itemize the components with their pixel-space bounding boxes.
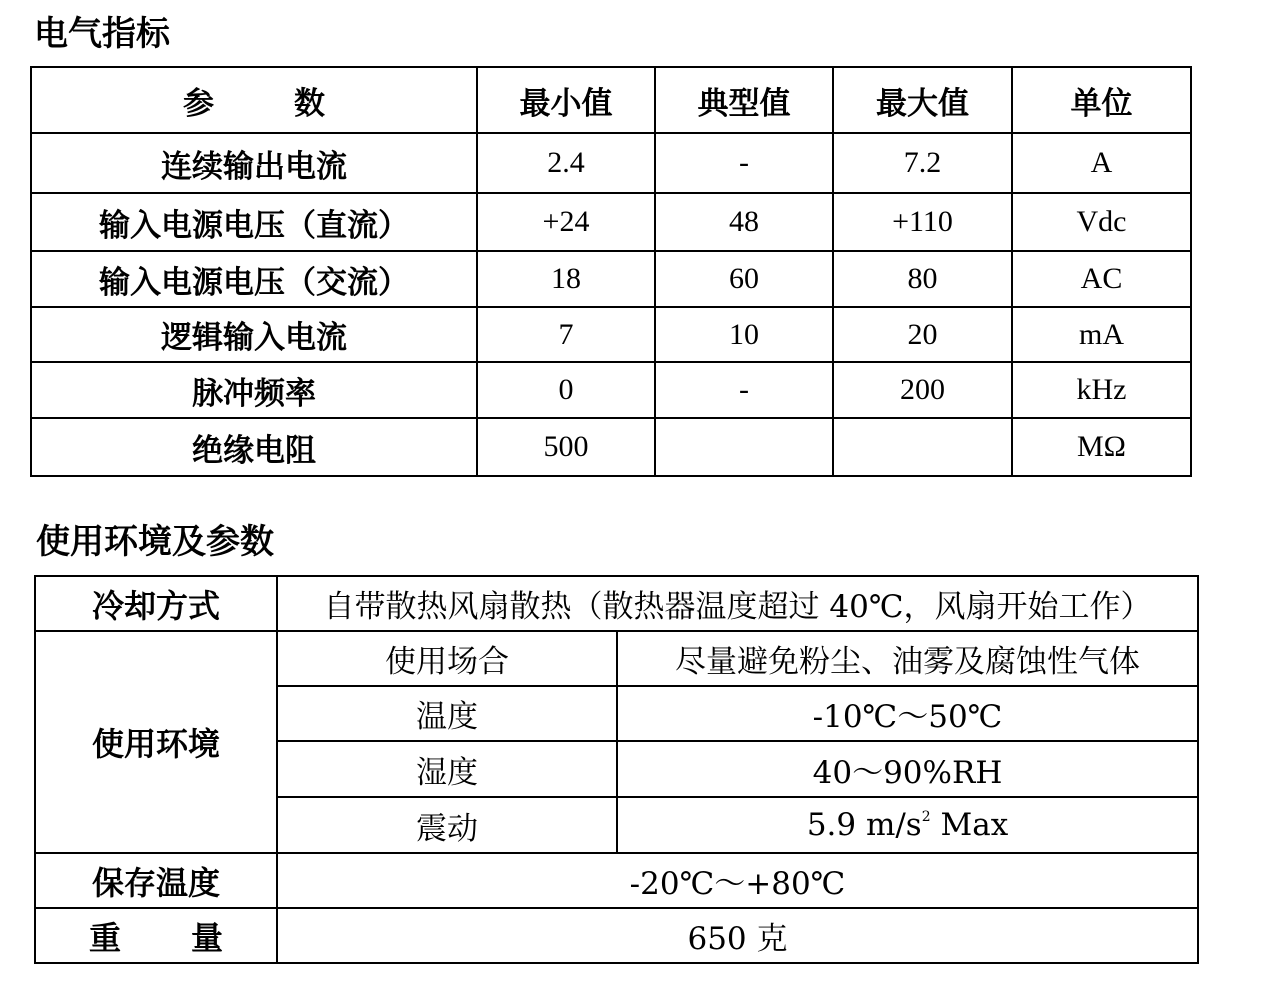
typ-cell bbox=[655, 418, 833, 476]
env-item-value: 尽量避免粉尘、油雾及腐蚀性气体 bbox=[617, 631, 1198, 686]
param-cell: 输入电源电压（直流） bbox=[31, 193, 477, 251]
section-title-electrical: 电气指标 bbox=[34, 14, 170, 54]
header-max: 最大值 bbox=[833, 67, 1012, 133]
min-cell: 7 bbox=[477, 307, 655, 362]
param-cell: 连续输出电流 bbox=[31, 133, 477, 193]
header-param: 参 数 bbox=[31, 67, 477, 133]
table-row bbox=[35, 853, 1198, 908]
max-cell: 200 bbox=[833, 362, 1012, 418]
max-cell: 80 bbox=[833, 251, 1012, 307]
env-item-name: 湿度 bbox=[277, 741, 617, 797]
max-cell: +110 bbox=[833, 193, 1012, 251]
env-item-name: 震动 bbox=[277, 797, 617, 853]
env-item-value: -10℃～50℃ bbox=[617, 686, 1198, 741]
min-cell: 0 bbox=[477, 362, 655, 418]
table-row bbox=[35, 908, 1198, 963]
table-row bbox=[35, 576, 1198, 631]
min-cell: +24 bbox=[477, 193, 655, 251]
param-cell: 输入电源电压（交流） bbox=[31, 251, 477, 307]
max-cell: 20 bbox=[833, 307, 1012, 362]
env-item-value: 40～90%RH bbox=[617, 741, 1198, 797]
environment-label: 使用环境 bbox=[35, 631, 277, 853]
unit-cell: kHz bbox=[1012, 362, 1191, 418]
table-row bbox=[31, 193, 1191, 251]
table-row bbox=[31, 251, 1191, 307]
table-row bbox=[31, 133, 1191, 193]
header-unit: 单位 bbox=[1012, 67, 1191, 133]
typ-cell: - bbox=[655, 133, 833, 193]
section-title-environment: 使用环境及参数 bbox=[36, 522, 274, 562]
header-min: 最小值 bbox=[477, 67, 655, 133]
min-cell: 2.4 bbox=[477, 133, 655, 193]
param-cell: 绝缘电阻 bbox=[31, 418, 477, 476]
table-row bbox=[31, 307, 1191, 362]
typ-cell: - bbox=[655, 362, 833, 418]
weight-value: 650 克 bbox=[277, 908, 1198, 963]
cooling-label: 冷却方式 bbox=[35, 576, 277, 631]
env-item-value: 5.9 $m/s^2$ Max bbox=[617, 797, 1198, 853]
unit-cell: mA bbox=[1012, 307, 1191, 362]
env-item-name: 使用场合 bbox=[277, 631, 617, 686]
unit-cell: A bbox=[1012, 133, 1191, 193]
unit-cell: Vdc bbox=[1012, 193, 1191, 251]
electrical-spec-table bbox=[30, 66, 1192, 477]
table-row bbox=[31, 418, 1191, 476]
typ-cell: 60 bbox=[655, 251, 833, 307]
env-item-name: 温度 bbox=[277, 686, 617, 741]
typ-cell: 48 bbox=[655, 193, 833, 251]
storage-label: 保存温度 bbox=[35, 853, 277, 908]
typ-cell: 10 bbox=[655, 307, 833, 362]
param-cell: 脉冲频率 bbox=[31, 362, 477, 418]
header-typ: 典型值 bbox=[655, 67, 833, 133]
min-cell: 500 bbox=[477, 418, 655, 476]
weight-label: 重 量 bbox=[35, 908, 277, 963]
storage-value: -20℃～+80℃ bbox=[277, 853, 1198, 908]
unit-cell: MΩ bbox=[1012, 418, 1191, 476]
environment-spec-table bbox=[34, 575, 1199, 964]
unit-cell: AC bbox=[1012, 251, 1191, 307]
param-cell: 逻辑输入电流 bbox=[31, 307, 477, 362]
max-cell: 7.2 bbox=[833, 133, 1012, 193]
min-cell: 18 bbox=[477, 251, 655, 307]
table-header-row bbox=[31, 67, 1191, 133]
table-row bbox=[35, 631, 1198, 686]
cooling-value: 自带散热风扇散热（散热器温度超过 40℃，风扇开始工作） bbox=[277, 576, 1198, 631]
max-cell bbox=[833, 418, 1012, 476]
table-row bbox=[31, 362, 1191, 418]
